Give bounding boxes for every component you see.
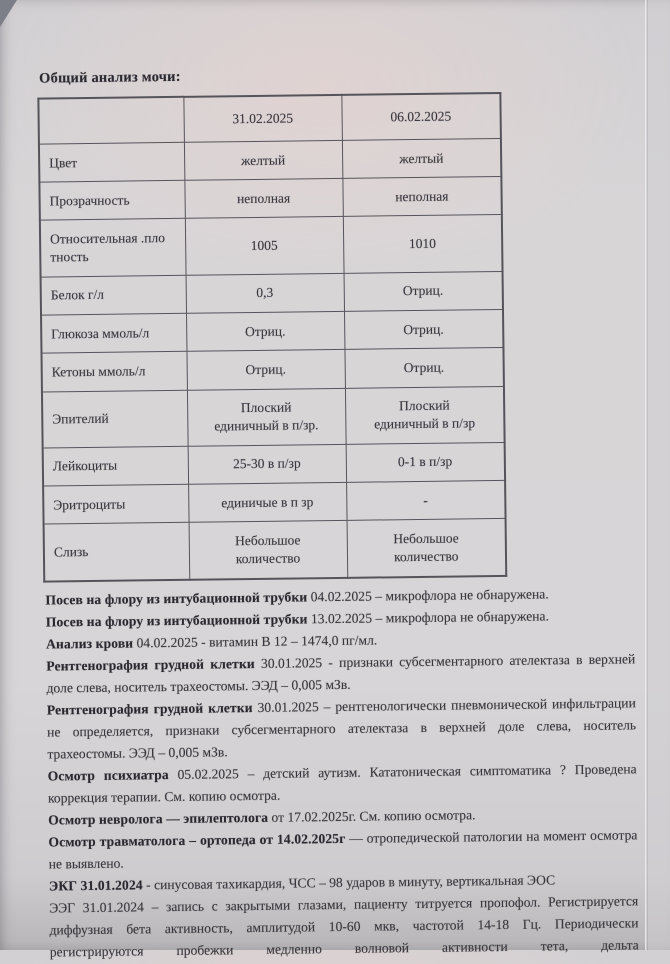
row-value-col2: 0-1 в п/зр [346, 442, 505, 482]
row-value-col1: 1005 [185, 217, 344, 275]
table-header-row [38, 93, 501, 144]
note-lead: Анализ крови [45, 635, 134, 652]
note-paragraph: Рентгенография грудной клетки 30.01.2025 - признаки субсегментарного ателектаза в верхней доле слева, носитель трахеостомы. ЭЭД – 0,005 мЗв. [46, 651, 636, 696]
note-paragraph: Осмотр психиатра 05.02.2025 – детский аутизм. Кататоническая симптоматика ? Проведена коррекция терапии. См. копию осмотра. [47, 761, 637, 806]
urinalysis-table [37, 92, 507, 582]
row-label: Слизь [44, 523, 190, 582]
row-value-col1: желтый [184, 140, 342, 180]
table-col-date-1: 31.02.2025 [183, 95, 342, 142]
table-row [39, 138, 501, 182]
note-lead: Осмотр невролога — эпилептолога [48, 809, 269, 828]
row-value-col2: Отриц. [344, 310, 503, 350]
note-paragraph: ЭКГ 31.01.2024 - синусовая тахикардия, ЧСС – 98 ударов в минуту, вертикальная ЭОС [48, 872, 556, 894]
row-label: Прозрачность [39, 181, 184, 221]
row-value-col2: Небольшое количество [347, 519, 507, 578]
row-value-col2: Плоский единичный в п/зр [345, 386, 505, 444]
table-body [39, 138, 506, 581]
row-value-col1: 25-30 в п/зр [188, 444, 346, 484]
table-row [41, 310, 503, 354]
table-row [41, 271, 503, 315]
row-label: Относительная .пло тность [40, 219, 186, 277]
table-col-date-2: 06.02.2025 [341, 93, 501, 140]
note-lead: Посев на флору из интубационной трубки [45, 611, 308, 630]
document-title: Общий анализ мочи: [39, 68, 181, 87]
note-paragraph: ЭЭГ 31.01.2024 – запись с закрытыми глазами, пациенту титруется пропофол. Регистрируется диффузная бета активность, амплитудой 10-60 мкв, частотой 14-18 Гц. Периодически регистрируются пробежки медленно волновой активности тета, дельта [49, 893, 639, 960]
row-value-col2: Отриц. [344, 348, 503, 388]
table-corner-cell [38, 97, 184, 144]
row-label: Цвет [39, 142, 184, 182]
row-value-col2: Отриц. [344, 271, 503, 311]
notes-section [45, 582, 639, 963]
row-value-col1: Отриц. [186, 350, 344, 390]
table-row [44, 519, 507, 582]
row-value-col2: неполная [342, 177, 501, 217]
note-lead: Рентгенография грудной клетки [46, 655, 255, 674]
row-value-col1: Отриц. [186, 311, 344, 351]
row-value-col1: 0,3 [186, 273, 344, 313]
row-value-col2: 1010 [343, 215, 503, 273]
note-lead: ЭКГ 31.01.2024 [48, 877, 143, 894]
note-paragraph: Осмотр невролога — эпилептолога от 17.02.2025г. См. копию осмотра. [48, 807, 476, 828]
row-label: Лейкоциты [43, 446, 188, 486]
table-row [41, 348, 503, 392]
note-paragraph: Посев на флору из интубационной трубки 04.02.2025 – микрофлора не обнаружена. [45, 586, 549, 608]
row-value-col1: Небольшое количество [189, 521, 348, 580]
note-paragraph: Посев на флору из интубационной трубки 13.02.2025 – микрофлора не обнаружена. [45, 608, 550, 630]
row-label: Эритроциты [43, 484, 188, 524]
table-row [42, 386, 505, 448]
note-lead: Осмотр психиатра [47, 766, 169, 784]
row-value-col1: Плоский единичный в п/зр. [187, 388, 346, 446]
note-paragraph: Осмотр травматолога – ортопеда от 14.02.2025г — отропедической патологии на момент осмотра не выявлено. [48, 827, 638, 872]
note-paragraph: Анализ крови 04.02.2025 - витамин В 12 – 1474,0 пг/мл. [45, 632, 378, 652]
row-label: Глюкоза ммоль/л [41, 313, 186, 353]
table-row [39, 177, 501, 221]
note-lead: Осмотр травматолога – ортопеда от 14.02.2025г [48, 830, 346, 850]
note-lead: Посев на флору из интубационной трубки [45, 589, 308, 608]
table-row [40, 215, 503, 277]
row-label: Эпителий [42, 390, 188, 448]
row-value-col2: желтый [342, 138, 501, 178]
row-label: Кетоны ммоль/л [41, 352, 186, 392]
note-paragraph: Рентгенография грудной клетки 30.01.2025 – рентгенологически пневмонической инфильтрации не определяется, признаки субсегментарного ателектаза в верхней доле слева, носитель трахеостомы. ЭЭД – 0,005 мЗв. [46, 695, 637, 762]
row-value-col2: - [346, 481, 505, 521]
note-lead: Рентгенография грудной клетки [46, 699, 253, 718]
row-value-col1: неполная [184, 179, 342, 219]
table-row [43, 442, 505, 486]
row-label: Белок г/л [41, 275, 186, 315]
table-row [43, 481, 505, 525]
row-value-col1: единичые в п зр [188, 483, 346, 523]
